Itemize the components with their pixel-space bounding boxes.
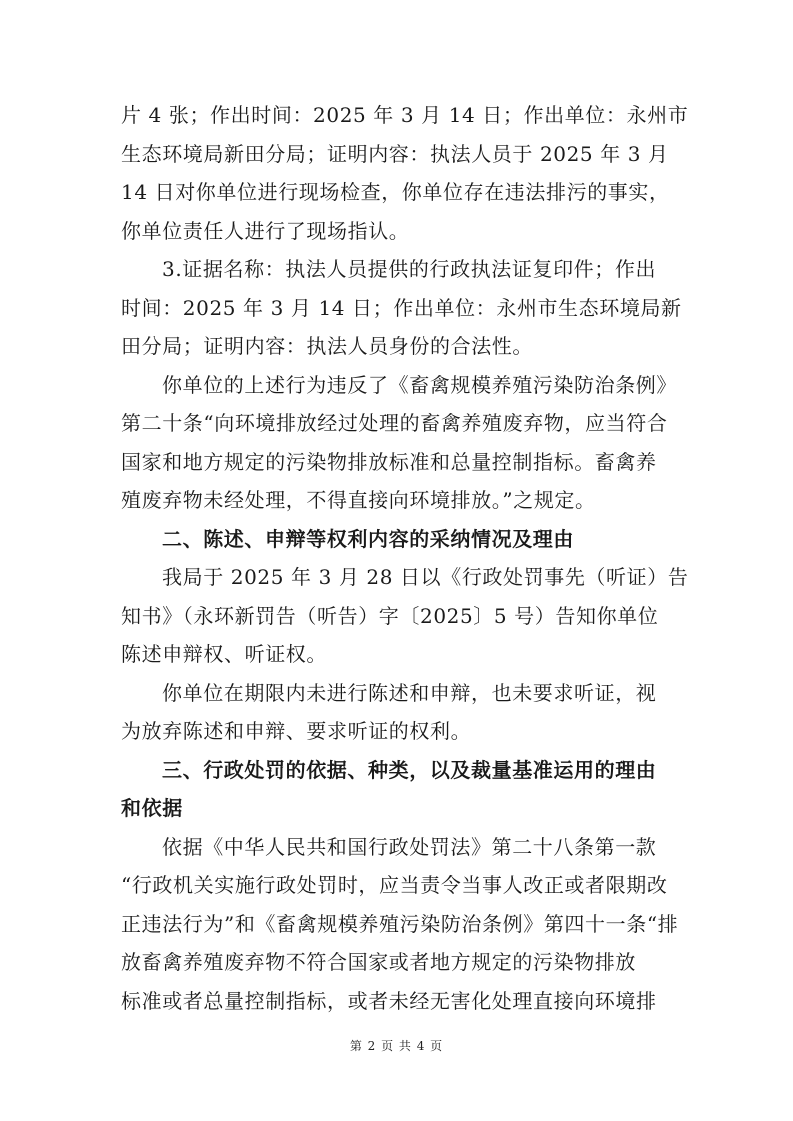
body-line: 正违法行为”和《畜禽规模养殖污染防治条例》第四十一条“排: [121, 912, 679, 936]
section-heading: 三、行政处罚的依据、种类，以及裁量基准运用的理由: [162, 758, 657, 782]
body-line: “行政机关实施行政处罚时，应当责令当事人改正或者限期改: [121, 873, 668, 897]
body-line: 殖废弃物未经处理，不得直接向环境排放。”之规定。: [121, 488, 596, 512]
body-line: 标准或者总量控制指标，或者未经无害化处理直接向环境排: [121, 989, 657, 1013]
body-line: 第二十条“向环境排放经过处理的畜禽养殖废弃物，应当符合: [121, 411, 668, 435]
body-line: 知书》（永环新罚告（听告）字〔2025〕5 号）告知你单位: [121, 604, 659, 628]
body-line: 田分局；证明内容：执法人员身份的合法性。: [121, 334, 533, 358]
body-line: 14 日对你单位进行现场检查，你单位存在违法排污的事实，: [121, 180, 670, 204]
section-heading: 二、陈述、申辩等权利内容的采纳情况及理由: [162, 527, 574, 551]
paragraph-first-line: 你单位在期限内未进行陈述和申辩，也未要求听证，视: [162, 681, 657, 705]
body-line: 生态环境局新田分局；证明内容：执法人员于 2025 年 3 月: [121, 142, 669, 166]
page-number-footer: 第 2 页 共 4 页: [349, 1039, 444, 1053]
body-line: 时间：2025 年 3 月 14 日；作出单位：永州市生态环境局新: [121, 296, 682, 320]
paragraph-first-line: 依据《中华人民共和国行政处罚法》第二十八条第一款: [162, 835, 657, 859]
body-line: 你单位责任人进行了现场指认。: [121, 219, 410, 243]
body-line: 放畜禽养殖废弃物不符合国家或者地方规定的污染物排放: [121, 950, 636, 974]
paragraph-first-line: 3.证据名称：执法人员提供的行政执法证复印件；作出: [162, 257, 657, 281]
body-line: 国家和地方规定的污染物排放标准和总量控制指标。畜禽养: [121, 450, 657, 474]
body-line: 陈述申辩权、听证权。: [121, 642, 327, 666]
paragraph-first-line: 我局于 2025 年 3 月 28 日以《行政处罚事先（听证）告: [162, 565, 689, 589]
section-heading-continued: 和依据: [121, 796, 183, 820]
body-line: 为放弃陈述和申辩、要求听证的权利。: [121, 719, 472, 743]
body-line: 片 4 张；作出时间：2025 年 3 月 14 日；作出单位：永州市: [121, 103, 689, 127]
paragraph-first-line: 你单位的上述行为违反了《畜禽规模养殖污染防治条例》: [162, 373, 677, 397]
